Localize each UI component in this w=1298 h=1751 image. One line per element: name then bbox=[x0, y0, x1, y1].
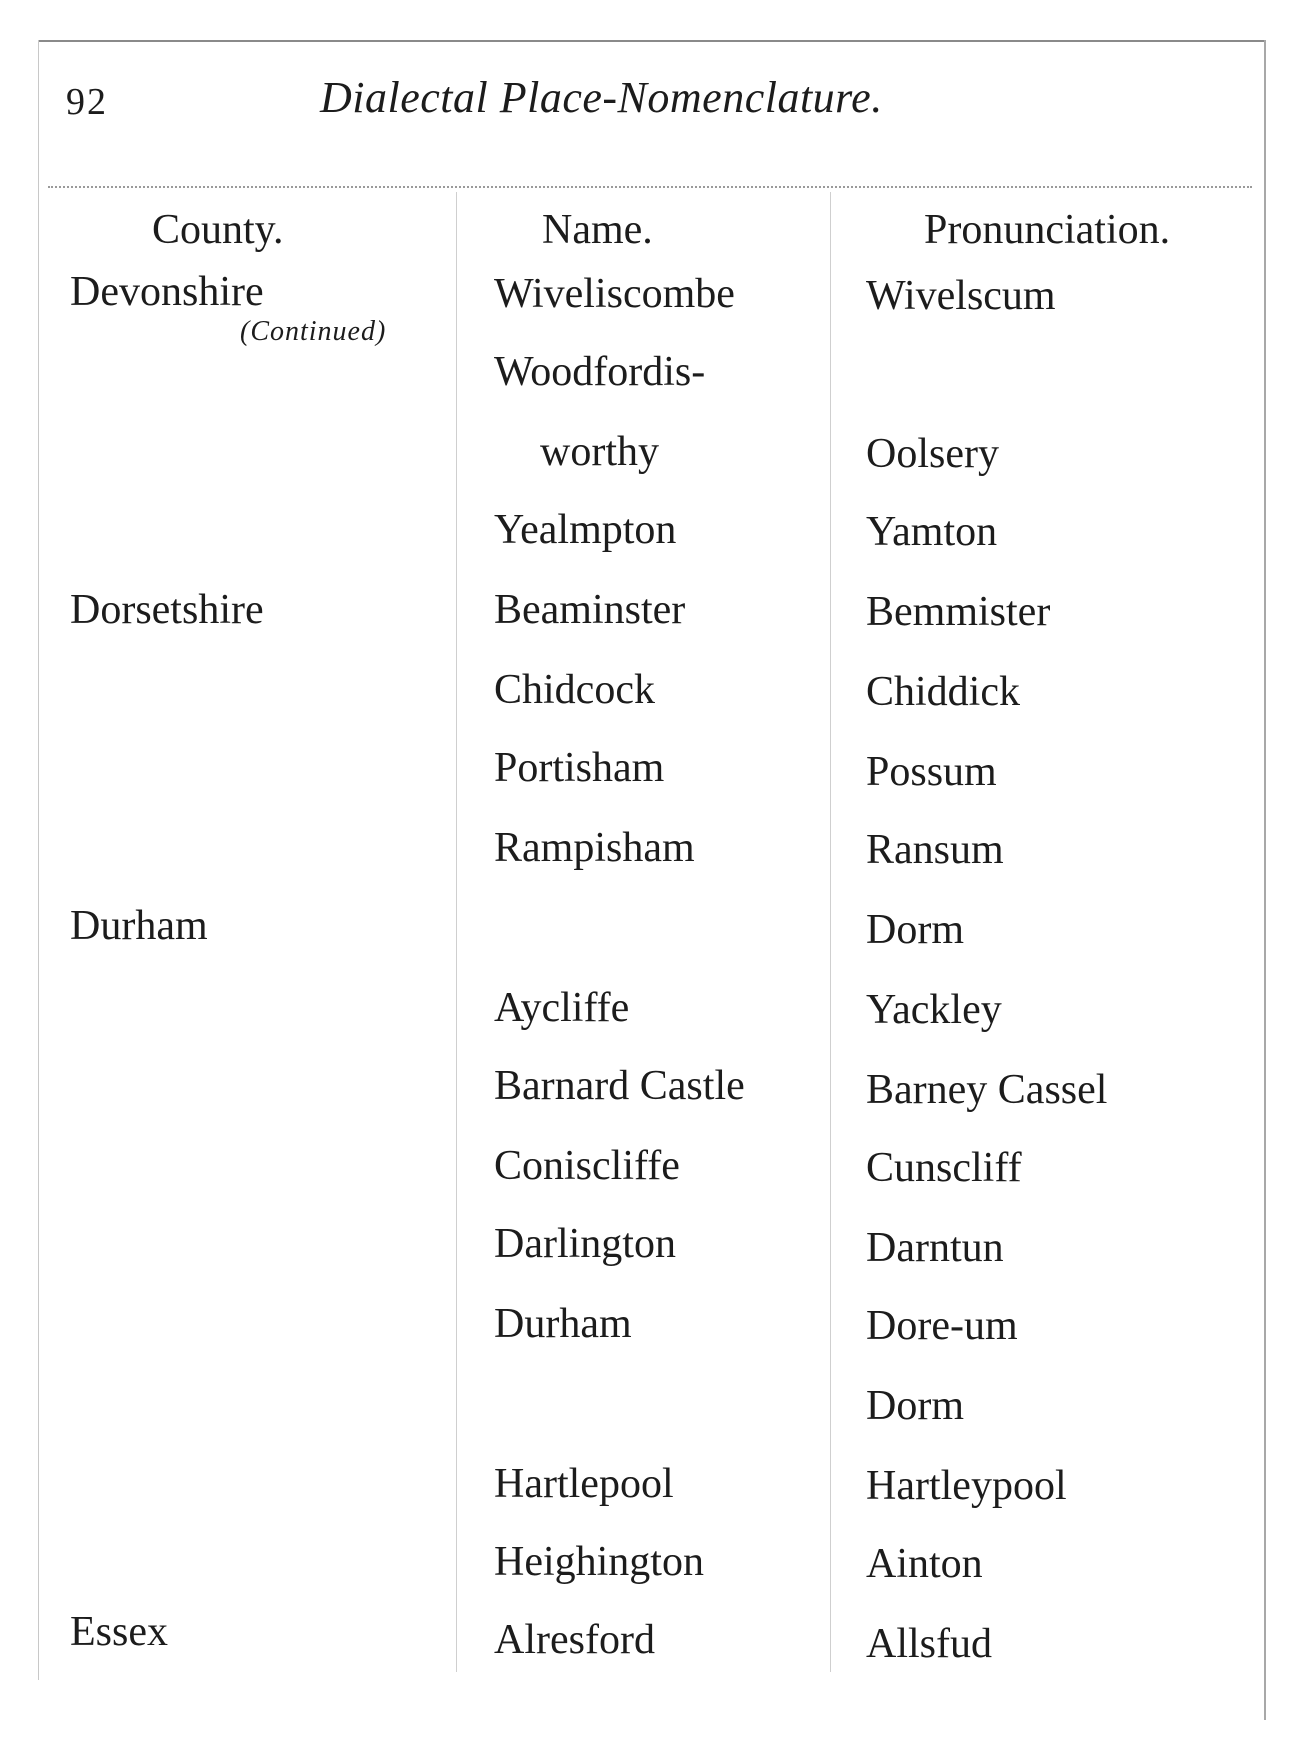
page-number: 92 bbox=[66, 81, 108, 123]
header-divider bbox=[48, 186, 1252, 188]
place-name: Coniscliffe bbox=[494, 1143, 680, 1189]
page-frame-left-rule bbox=[38, 40, 39, 1680]
pronunciation: Oolsery bbox=[866, 431, 999, 477]
place-name: Rampisham bbox=[494, 825, 695, 871]
county-continued-note: (Continued) bbox=[240, 316, 387, 347]
pronunciation: Allsfud bbox=[866, 1621, 992, 1667]
place-name: Yealmpton bbox=[494, 507, 677, 553]
pronunciation: Wivelscum bbox=[866, 273, 1056, 319]
place-name: Heighington bbox=[494, 1539, 704, 1585]
place-name: Wiveliscombe bbox=[494, 271, 735, 317]
county-durham: Durham bbox=[70, 903, 208, 949]
page-frame-right-rule bbox=[1264, 40, 1266, 1720]
pronunciation: Dore-um bbox=[866, 1303, 1018, 1349]
place-name: worthy bbox=[540, 429, 659, 475]
pronunciation: Chiddick bbox=[866, 669, 1020, 715]
column-divider-1 bbox=[456, 192, 457, 1672]
pronunciation: Barney Cassel bbox=[866, 1067, 1108, 1113]
column-header-name: Name. bbox=[542, 207, 653, 253]
pronunciation: Ransum bbox=[866, 827, 1004, 873]
pronunciation: Bemmister bbox=[866, 589, 1051, 635]
place-name: Beaminster bbox=[494, 587, 686, 633]
county-essex: Essex bbox=[70, 1609, 168, 1655]
place-name: Alresford bbox=[494, 1617, 655, 1663]
place-name: Chidcock bbox=[494, 667, 655, 713]
pronunciation: Yackley bbox=[866, 987, 1002, 1033]
pronunciation: Darntun bbox=[866, 1225, 1004, 1271]
pronunciation: Hartleypool bbox=[866, 1463, 1067, 1509]
county-devonshire: Devonshire bbox=[70, 269, 264, 315]
running-title: Dialectal Place-Nomenclature. bbox=[320, 73, 883, 122]
place-name: Aycliffe bbox=[494, 985, 630, 1031]
place-name: Durham bbox=[494, 1301, 632, 1347]
pronunciation: Yamton bbox=[866, 509, 998, 555]
pronunciation: Possum bbox=[866, 749, 997, 795]
pronunciation: Dorm bbox=[866, 907, 964, 953]
place-name: Barnard Castle bbox=[494, 1063, 745, 1109]
pronunciation: Dorm bbox=[866, 1383, 964, 1429]
place-name: Woodfordis- bbox=[494, 349, 706, 395]
pronunciation: Ainton bbox=[866, 1541, 983, 1587]
place-name: Hartlepool bbox=[494, 1461, 674, 1507]
pronunciation: Cunscliff bbox=[866, 1145, 1022, 1191]
place-name: Darlington bbox=[494, 1221, 676, 1267]
column-divider-2 bbox=[830, 192, 831, 1672]
page-frame-top-rule bbox=[38, 40, 1264, 42]
county-dorsetshire: Dorsetshire bbox=[70, 587, 264, 633]
column-header-pronunciation: Pronunciation. bbox=[924, 207, 1171, 253]
column-header-county: County. bbox=[152, 207, 284, 253]
place-name: Portisham bbox=[494, 745, 665, 791]
